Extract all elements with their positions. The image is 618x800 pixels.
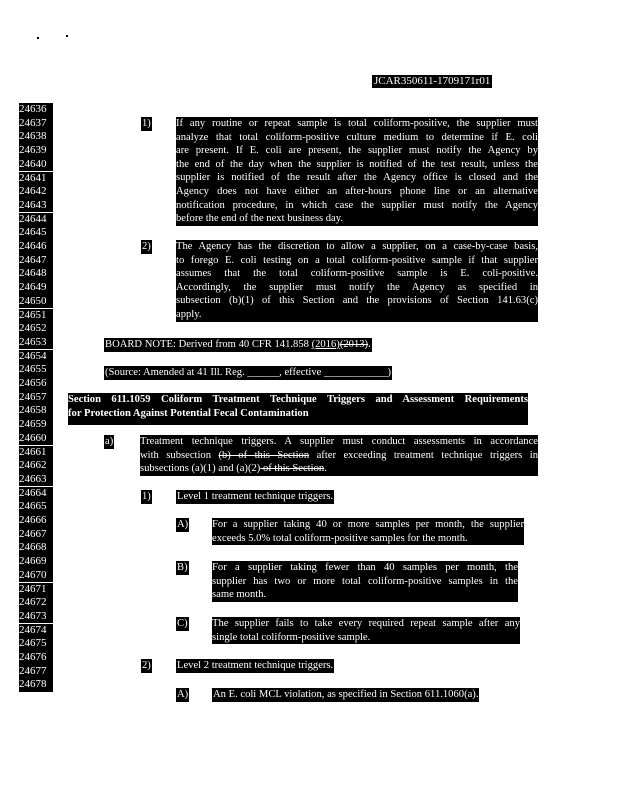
- line-number: 24649: [19, 281, 53, 295]
- scan-speck: [66, 35, 68, 37]
- text-line: before the end of the next business day.: [176, 213, 343, 225]
- text-line: single total coliform-positive sample.: [212, 631, 371, 643]
- item-b1-text: [176, 117, 538, 226]
- line-number: 24645: [19, 226, 53, 240]
- line-number: 24643: [19, 199, 53, 213]
- item-a1C-text: [212, 617, 520, 644]
- text-line: same month.: [212, 589, 267, 601]
- line-number: 24661: [19, 446, 53, 460]
- line-number: 24637: [19, 117, 53, 131]
- line-number: 24677: [19, 665, 53, 679]
- line-number: 24657: [19, 391, 53, 405]
- line-number: 24668: [19, 541, 53, 555]
- text-line: Accordingly, the supplier must notify the Agency as specified in: [176, 281, 538, 293]
- line-number: 24644: [19, 213, 53, 227]
- item-a1C-label: C): [177, 618, 188, 629]
- item-b2-label: 2): [142, 241, 151, 252]
- line-number: 24664: [19, 487, 53, 501]
- text-line: exceeds 5.0% total coliform-positive samples for the month.: [212, 532, 468, 544]
- item-b1-label: 1): [142, 118, 151, 129]
- line-number: 24651: [19, 309, 53, 323]
- scan-speck: [37, 37, 39, 39]
- line-number: 24647: [19, 254, 53, 268]
- line-number: 24672: [19, 596, 53, 610]
- item-a1A-text: [212, 518, 524, 545]
- text-line: subsection (b)(1) of this Section and the provisions of Section 141.63(c): [176, 295, 538, 307]
- text-line: The Agency has the discretion to allow a supplier, on a case-by-case basis,: [176, 241, 538, 252]
- text-line: If any routine or repeat sample is total coliform-positive, the supplier must: [176, 118, 538, 129]
- line-number: 24648: [19, 267, 53, 281]
- heading-line: for Protection Against Potential Fecal Contamination: [68, 407, 309, 419]
- source-note: (Source: Amended at 41 Ill. Reg. ______, effective ____________): [105, 367, 392, 378]
- line-number: 24665: [19, 500, 53, 514]
- line-number: 24670: [19, 569, 53, 583]
- line-number: 24671: [19, 583, 53, 597]
- line-number: 24660: [19, 432, 53, 446]
- item-a1A-label: A): [177, 519, 189, 530]
- line-number: 24659: [19, 418, 53, 432]
- text-line: Treatment technique triggers. A supplier must conduct assessments in accordance: [140, 436, 538, 447]
- text-line: to forego E. coli testing on a total coliform-positive sample if that supplier: [176, 254, 538, 266]
- line-number: 24674: [19, 624, 53, 638]
- line-number: 24652: [19, 322, 53, 336]
- line-number: 24653: [19, 336, 53, 350]
- item-a2A-label: A): [177, 689, 189, 700]
- text-line: Agency does not have either an after-hours phone line or an alternative: [176, 185, 538, 197]
- deleted-year: (2013): [339, 339, 369, 350]
- line-number: 24676: [19, 651, 53, 665]
- text-line: For a supplier taking fewer than 40 samples per month, the: [212, 562, 518, 573]
- line-number: 24640: [19, 158, 53, 172]
- text-line: the end of the day when the supplier is notified of the test result, unless the: [176, 158, 538, 170]
- text-line: For a supplier taking 40 or more samples per month, the supplier: [212, 519, 524, 530]
- section-heading: [68, 393, 528, 425]
- line-number: 24658: [19, 404, 53, 418]
- item-b2-text: [176, 240, 538, 322]
- line-number: 24678: [19, 678, 53, 692]
- item-a1-label: 1): [142, 491, 151, 502]
- struck-text: (b) of this Section: [218, 449, 310, 461]
- item-a1B-label: B): [177, 562, 188, 573]
- item-a-label: a): [105, 436, 114, 447]
- struck-text: of this Section: [260, 463, 325, 475]
- line-number: 24654: [19, 350, 53, 364]
- line-number: 24636: [19, 103, 53, 117]
- line-number: 24655: [19, 363, 53, 377]
- line-number: 24639: [19, 144, 53, 158]
- line-number: 24667: [19, 528, 53, 542]
- text-line: supplier is notified of the result after the Agency office is closed and the: [176, 172, 538, 184]
- text-line: analyze that total coliform-positive culture medium to determine if E. coli: [176, 131, 538, 143]
- line-number: 24675: [19, 637, 53, 651]
- text-line: assumes that the total coliform-positive sample is E. coli-positive.: [176, 268, 538, 280]
- line-number: 24641: [19, 172, 53, 186]
- item-a-text: [140, 435, 538, 476]
- inserted-year: (2016): [311, 339, 340, 350]
- line-number: 24669: [19, 555, 53, 569]
- line-number: 24663: [19, 473, 53, 487]
- text-line: subsections (a)(1) and (a)(2) of this Section.: [140, 463, 327, 475]
- text-line: The supplier fails to take every required repeat sample after any: [212, 618, 520, 629]
- item-a2-label: 2): [142, 660, 151, 671]
- text-line: notification procedure, in which case the supplier must notify the Agency: [176, 199, 538, 211]
- line-number: 24650: [19, 295, 53, 309]
- line-number: 24656: [19, 377, 53, 391]
- line-number: 24666: [19, 514, 53, 528]
- text-line: are present. If E. coli are present, the supplier must notify the Agency by: [176, 145, 538, 157]
- board-note: BOARD NOTE: Derived from 40 CFR 141.858 (2016)(2013).: [105, 339, 371, 350]
- text-line: supplier has two or more total coliform-positive samples in the: [212, 575, 518, 587]
- heading-line: Section 611.1059 Coliform Treatment Technique Triggers and Assessment Requirements: [68, 394, 528, 405]
- item-a2A-text: An E. coli MCL violation, as specified in Section 611.1060(a).: [213, 689, 479, 700]
- line-number: 24662: [19, 459, 53, 473]
- text-line: apply.: [176, 308, 202, 320]
- text-line: with subsection (b) of this Section after exceeding treatment technique triggers in: [140, 449, 538, 461]
- item-a1-text: Level 1 treatment technique triggers.: [177, 491, 334, 502]
- line-number: 24673: [19, 610, 53, 624]
- line-number: 24646: [19, 240, 53, 254]
- document-header: JCAR350611-1709171r01: [374, 75, 491, 87]
- item-a1B-text: [212, 561, 518, 602]
- item-a2-text: Level 2 treatment technique triggers.: [177, 660, 334, 671]
- line-number: 24638: [19, 130, 53, 144]
- line-number: 24642: [19, 185, 53, 199]
